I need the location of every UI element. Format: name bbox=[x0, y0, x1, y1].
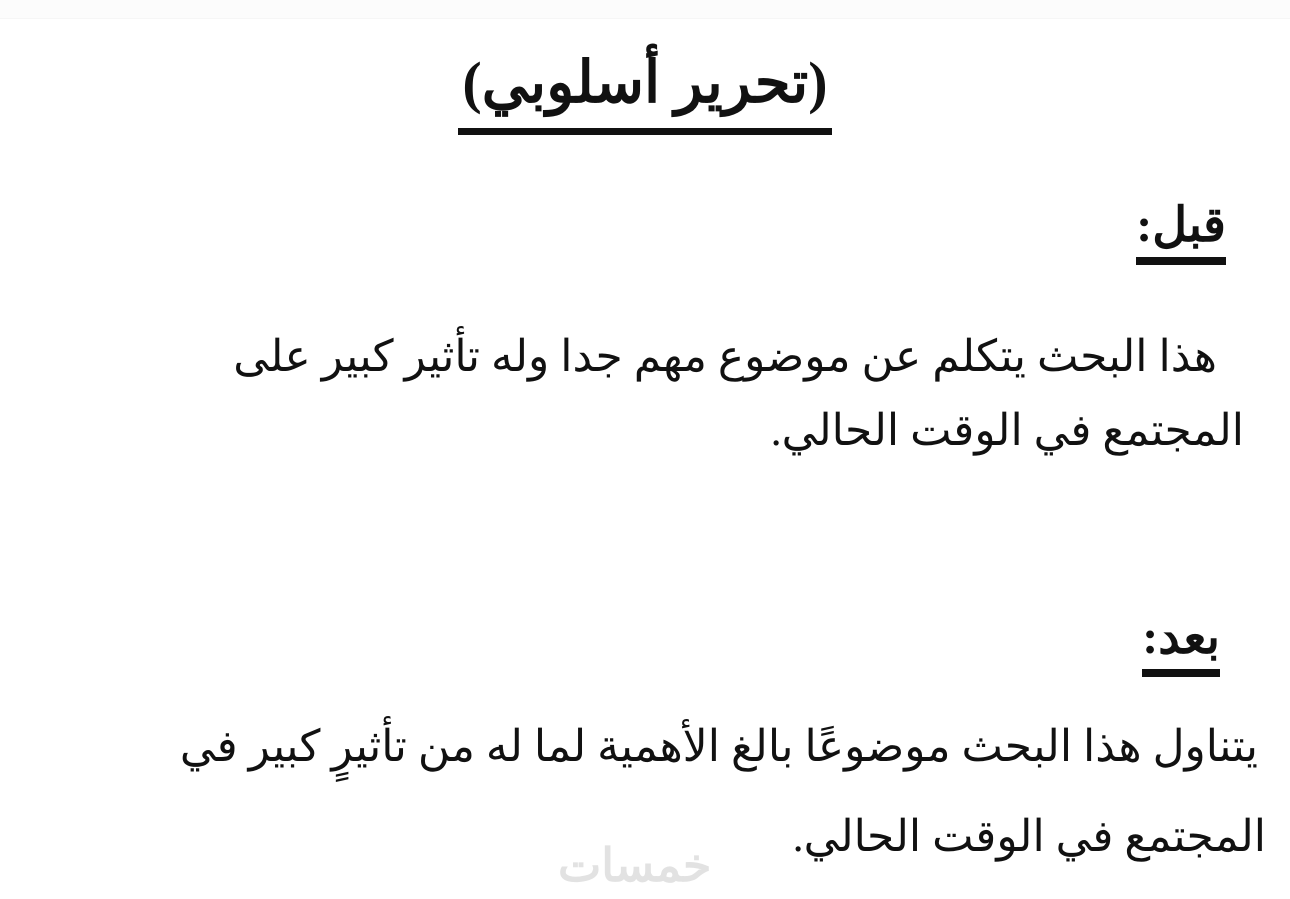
khamsat-watermark: خمسات bbox=[558, 840, 712, 891]
heading-before-text: قبل: bbox=[1136, 196, 1226, 265]
after-paragraph-line-2: المجتمع في الوقت الحالي. bbox=[792, 812, 1266, 861]
page-title-text: (تحرير أسلوبي) bbox=[458, 38, 831, 135]
scan-top-band bbox=[0, 0, 1290, 19]
before-paragraph-line-2: المجتمع في الوقت الحالي. bbox=[770, 406, 1244, 455]
page-title bbox=[0, 38, 1290, 135]
heading-after-text: بعد: bbox=[1142, 608, 1220, 677]
after-paragraph-line-1: يتناول هذا البحث موضوعًا بالغ الأهمية لما له من تأثيرٍ كبير في bbox=[179, 722, 1258, 771]
before-paragraph-line-1: هذا البحث يتكلم عن موضوع مهم جدا وله تأثير كبير على bbox=[233, 332, 1217, 381]
heading-before bbox=[1136, 196, 1226, 265]
heading-after bbox=[1142, 608, 1220, 677]
